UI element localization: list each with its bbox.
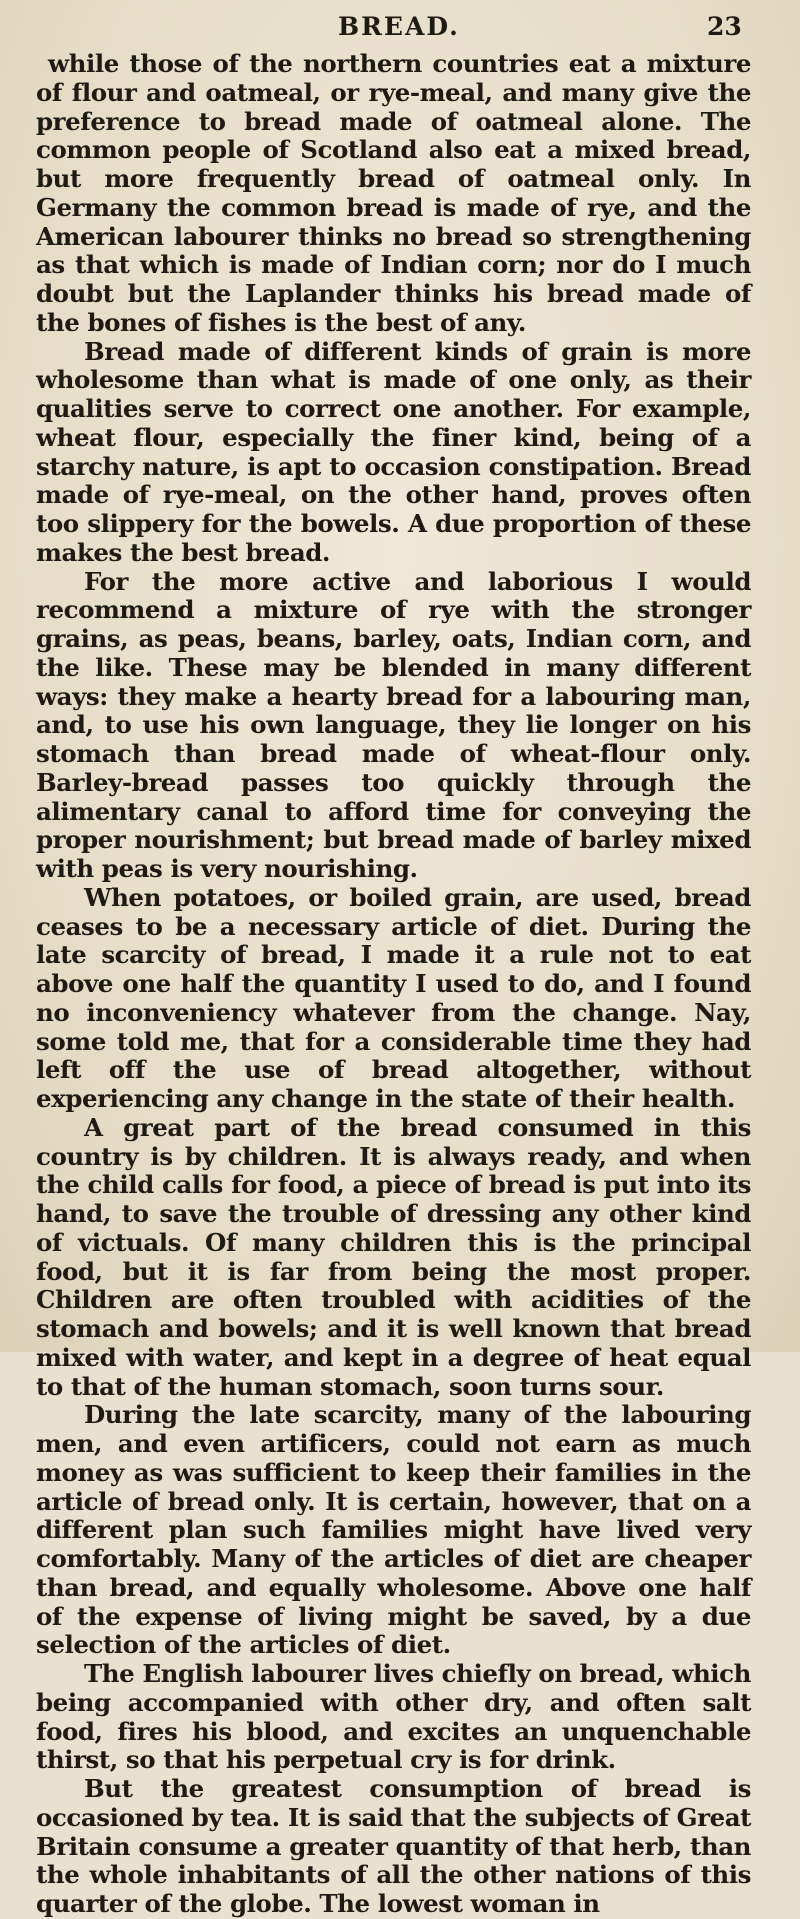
body-text	[36, 50, 751, 1919]
paragraph: When potatoes, or boiled grain, are used, bread ceases to be a necessary article of diet. During the late scarcity of bread, I made it a rule not to eat above one half the quantity I used to do, and I found no inconveniency whatever from the change. Nay, some told me, that for a considerable time they had left off the use of bread altogether, without experiencing any change in the state of their health.	[36, 882, 751, 1113]
paragraph: A great part of the bread consumed in this country is by children. It is always ready, and when the child calls for food, a piece of bread is put into its hand, to save the trouble of dressing any other kind of victuals. Of many children this is the principal food, but it is far from being the most proper. Children are often troubled with acidities of the stomach and bowels; and it is well known that bread mixed with water, and kept in a degree of heat equal to that of the human stomach, soon turns sour.	[36, 1112, 751, 1401]
paragraph: while those of the northern countries eat a mixture of flour and oatmeal, or rye-meal, and many give the preference to bread made of oatmeal alone. The common people of Scotland also eat a mixed bread, but more frequently bread of oatmeal only. In Germany the common bread is made of rye, and the American labourer thinks no bread so strengthening as that which is made of Indian corn; nor do I much doubt but the Laplander thinks his bread made of the bones of fishes is the best of any.	[36, 49, 751, 337]
paragraph: Bread made of different kinds of grain is more wholesome than what is made of one only, as their qualities serve to correct one another. For example, wheat flour, especially the finer kind, being of a starchy nature, is apt to occasion constipation. Bread made of rye-meal, on the other hand, proves often too slippery for the bowels. A due proportion of these makes the best bread.	[36, 336, 751, 567]
running-head: BREAD.	[338, 12, 460, 41]
paragraph: The English labourer lives chiefly on bread, which being accompanied with other dry, and often salt food, fires his blood, and excites an unquenchable thirst, so that his perpetual cry is for drink.	[36, 1659, 751, 1775]
page-number: 23	[707, 12, 742, 41]
page-header	[0, 6, 800, 50]
paragraph: During the late scarcity, many of the labouring men, and even artificers, could not earn as much money as was sufficient to keep their families in the article of bread only. It is certain, however, that on a different plan such families might have lived very comfortably. Many of the articles of diet are cheaper than bread, and equally wholesome. Above one half of the expense of living might be saved, by a due selection of the articles of diet.	[36, 1400, 751, 1660]
paragraph: For the more active and laborious I would recommend a mixture of rye with the stronger grains, as peas, beans, barley, oats, Indian corn, and the like. These may be blended in many different ways: they make a hearty bread for a labouring man, and, to use his own language, they lie longer on his stomach than bread made of wheat-flour only. Barley-bread passes too quickly through the alimentary canal to afford time for conveying the proper nourishment; but bread made of barley mixed with peas is very nourishing.	[36, 566, 751, 883]
paragraph: But the greatest consumption of bread is occasioned by tea. It is said that the subjects of Great Britain consume a greater quantity of that herb, than the whole inhabitants of all the other nations of this quarter of the globe. The lowest woman in	[36, 1774, 751, 1918]
